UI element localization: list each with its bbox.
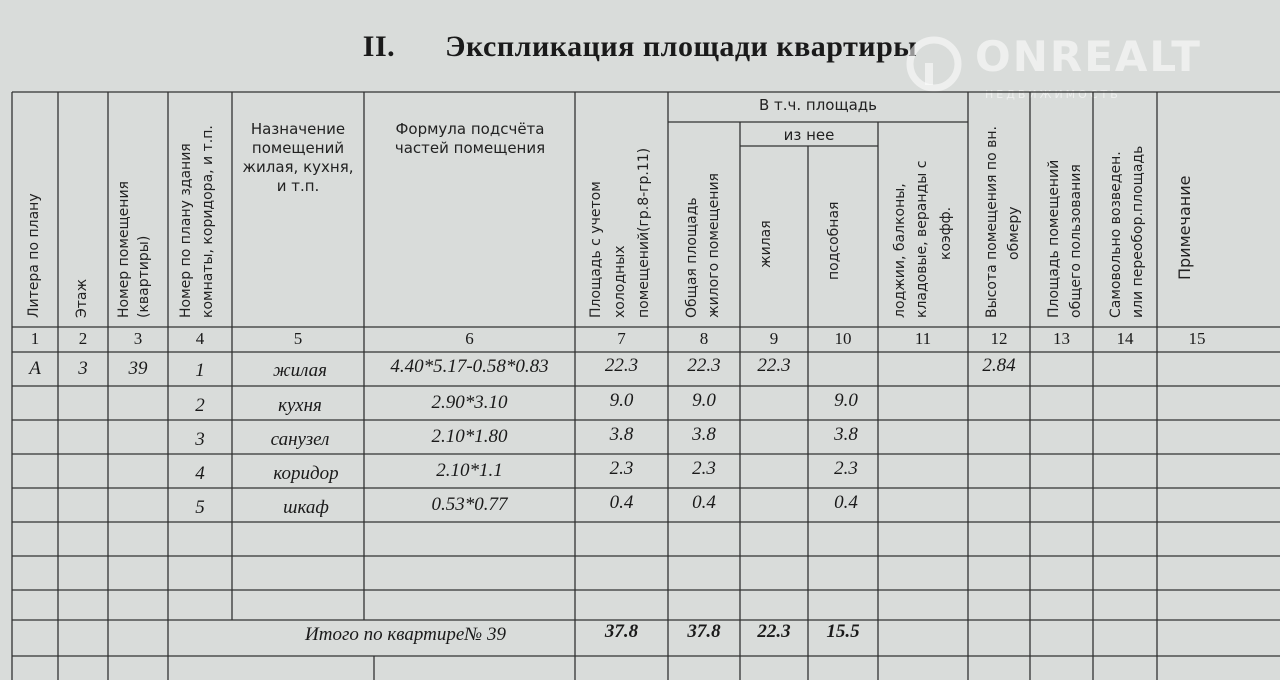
- header-total-area-line1: Общая площадь: [684, 197, 700, 318]
- header-apartment-number-line1: Номер помещения: [116, 181, 132, 318]
- cell-area: 3.8: [609, 424, 634, 445]
- col-number: 5: [293, 329, 303, 348]
- col-number: 10: [834, 329, 852, 348]
- totals-area: 37.8: [604, 621, 639, 642]
- cell-room: 1: [195, 360, 205, 381]
- cell-area: 22.3: [604, 355, 639, 376]
- col-number: 12: [990, 329, 1008, 348]
- header-living: жилая: [758, 220, 774, 268]
- cell-aux-area: 3.8: [834, 424, 858, 445]
- header-area-cold-line2: холодных: [612, 245, 628, 318]
- col-number: 4: [195, 329, 205, 348]
- col-number: 6: [465, 329, 474, 348]
- header-loggias-line1: лоджии, балконы,: [892, 183, 908, 318]
- section-title: Экспликация площади квартиры: [445, 30, 918, 63]
- col-number: 1: [30, 329, 40, 348]
- cell-apartment: 39: [128, 358, 148, 379]
- header-total-area-line2: жилого помещения: [706, 173, 722, 318]
- totals-living-area: 22.3: [757, 621, 791, 642]
- header-subgroup: из нее: [783, 126, 835, 144]
- cell-formula: 2.10*1.1: [436, 460, 503, 481]
- header-area-cold-line3: помещений(гр.8-гр.11): [636, 147, 652, 318]
- cell-area: 9.0: [609, 390, 634, 411]
- watermark-subtitle: НЕДВИЖИМОСТЬ: [985, 88, 1121, 101]
- header-height-line2: обмеру: [1006, 206, 1022, 260]
- header-height-line1: Высота помещения по вн.: [984, 126, 1000, 318]
- totals-total-area: 37.8: [687, 621, 721, 642]
- col-number: 3: [133, 329, 143, 348]
- header-loggias-line3: коэфф.: [938, 206, 954, 260]
- cell-room: 2: [195, 395, 205, 416]
- cell-total-area: 3.8: [692, 424, 716, 445]
- cell-purpose: шкаф: [283, 497, 329, 518]
- header-auxiliary: подсобная: [826, 201, 842, 280]
- col-number: 9: [769, 329, 779, 348]
- cell-purpose: коридор: [273, 463, 339, 484]
- header-note: Примечание: [1175, 175, 1194, 280]
- header-loggias-line2: кладовые, веранды с: [914, 160, 930, 318]
- header-common-area-line2: общего пользования: [1068, 164, 1084, 318]
- col-number: 11: [914, 329, 932, 348]
- header-formula: Формула подсчёта частей помещения: [394, 120, 546, 157]
- totals-label: Итого по квартире№ 39: [305, 624, 506, 645]
- cell-room: 5: [195, 497, 205, 518]
- header-purpose: Назначение помещений жилая, кухня, и т.п.: [242, 120, 354, 195]
- cell-height: 2.84: [982, 355, 1016, 376]
- cell-formula: 2.90*3.10: [431, 392, 508, 413]
- cell-area: 2.3: [609, 458, 634, 479]
- cell-purpose: кухня: [278, 395, 322, 416]
- totals-aux-area: 15.5: [826, 621, 860, 642]
- cell-formula: 2.10*1.80: [431, 426, 508, 447]
- cell-total-area: 22.3: [687, 355, 721, 376]
- cell-living-area: 22.3: [757, 355, 791, 376]
- col-number: 15: [1188, 329, 1206, 348]
- header-area-cold-line1: Площадь с учетом: [588, 181, 604, 318]
- cell-purpose: жилая: [272, 360, 328, 381]
- watermark-brand: ONREALT: [975, 32, 1202, 81]
- cell-liter: А: [29, 358, 41, 379]
- header-apartment-number-line2: (квартиры): [136, 235, 152, 318]
- header-common-area-line1: Площадь помещений: [1046, 159, 1062, 318]
- section-number: II.: [362, 30, 396, 63]
- col-number: 8: [699, 329, 709, 348]
- header-group-area: В т.ч. площадь: [758, 96, 878, 114]
- cell-room: 3: [195, 429, 205, 450]
- cell-formula: 0.53*0.77: [431, 494, 508, 515]
- cell-aux-area: 0.4: [834, 492, 858, 513]
- header-floor: Этаж: [74, 278, 90, 318]
- cell-total-area: 0.4: [692, 492, 716, 513]
- col-number: 7: [617, 329, 626, 348]
- cell-total-area: 2.3: [692, 458, 716, 479]
- header-liter: Литера по плану: [26, 193, 42, 318]
- cell-aux-area: 9.0: [834, 390, 858, 411]
- header-room-number-line1: Номер по плану здания: [178, 143, 194, 318]
- header-room-number-line2: комнаты, коридора, и т.п.: [200, 125, 216, 318]
- cell-room: 4: [195, 463, 205, 484]
- col-number: 2: [78, 329, 88, 348]
- cell-area: 0.4: [609, 492, 634, 513]
- cell-aux-area: 2.3: [834, 458, 858, 479]
- cell-floor: 3: [78, 358, 88, 379]
- header-unauthorized-line1: Самовольно возведен.: [1108, 151, 1124, 318]
- col-number: 13: [1053, 329, 1070, 348]
- cell-formula: 4.40*5.17-0.58*0.83: [390, 356, 549, 377]
- cell-total-area: 9.0: [692, 390, 716, 411]
- col-number: 14: [1116, 329, 1134, 348]
- header-unauthorized-line2: или перeобор.площадь: [1130, 145, 1146, 318]
- cell-purpose: санузел: [270, 429, 330, 450]
